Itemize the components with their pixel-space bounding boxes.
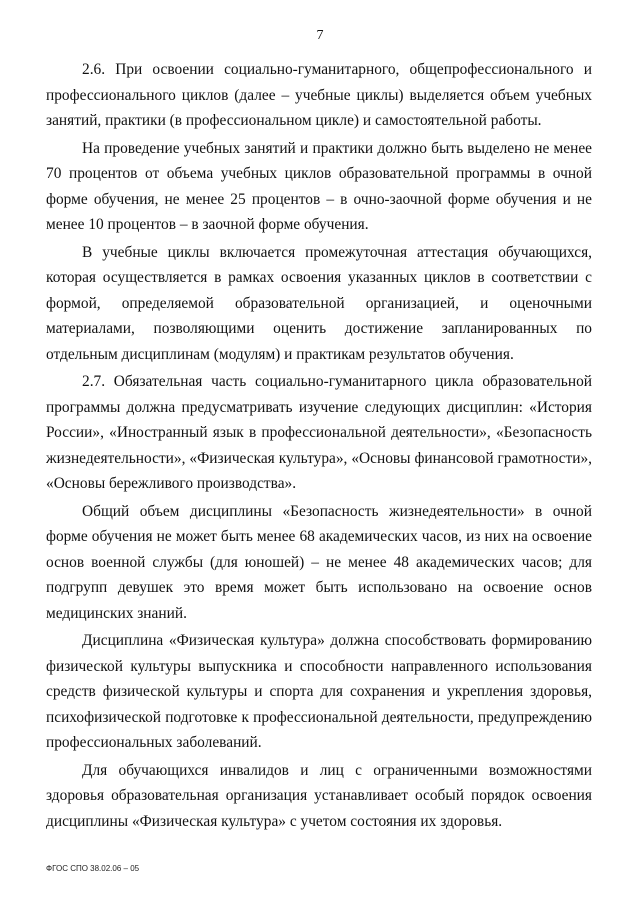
paragraph-life-safety-hours: Общий объем дисциплины «Безопасность жизнедеятельности» в очной форме обучения не может быть менее 68 академических часов, из них на освоение основ военной службы (для юношей) – не менее 48 академических часов; для подгрупп девушек это время может быть использовано на освоение основ медицинских знаний. bbox=[46, 502, 592, 622]
paragraph-intermediate-attestation: В учебные циклы включается промежуточная аттестация обучающихся, которая осуществляется в рамках освоения указанных циклов в соответствии с формой, определяемой образовательной организацией, и оценочными материалами, позволяющими оценить достижение запланированных по отдельным дисциплинам (модулям) и практикам результатов обучения. bbox=[46, 243, 592, 363]
paragraph-2-6: 2.6. При освоении социально-гуманитарного, общепрофессионального и профессионального циклов (далее – учебные циклы) выделяется объем учебных занятий, практики (в профессиональном цикле) и самостоятельной работы. bbox=[46, 61, 592, 129]
document-body bbox=[46, 57, 592, 836]
paragraph-physical-culture: Дисциплина «Физическая культура» должна способствовать формированию физической культуры выпускника и способности направленного использования средств физической культуры и спорта для сохранения и укрепления здоровья, психофизической подготовке к профессиональной деятельности, предупреждению профессиональных заболеваний. bbox=[46, 632, 592, 751]
paragraph-disabled-students: Для обучающихся инвалидов и лиц с ограниченными возможностями здоровья образовательная организация устанавливает особый порядок освоения дисциплины «Физическая культура» с учетом состояния их здоровья. bbox=[46, 761, 592, 830]
paragraph-practice-volume: На проведение учебных занятий и практики должно быть выделено не менее 70 процентов от объема учебных циклов образовательной программы в очной форме обучения, не менее 25 процентов – в очно-заочной форме обучения и не менее 10 процентов – в заочной форме обучения. bbox=[46, 139, 592, 233]
paragraph-2-7: 2.7. Обязательная часть социально-гуманитарного цикла образовательной программы должна предусматривать изучение следующих дисциплин: «История России», «Иностранный язык в профессиональной деятельности», «Безопасность жизнедеятельности», «Физическая культура», «Основы финансовой грамотности», «Основы бережливого производства». bbox=[46, 373, 592, 492]
footer-standard-code: ФГОС СПО 38.02.06 – 05 bbox=[46, 864, 140, 873]
page-number: 7 bbox=[316, 28, 324, 43]
